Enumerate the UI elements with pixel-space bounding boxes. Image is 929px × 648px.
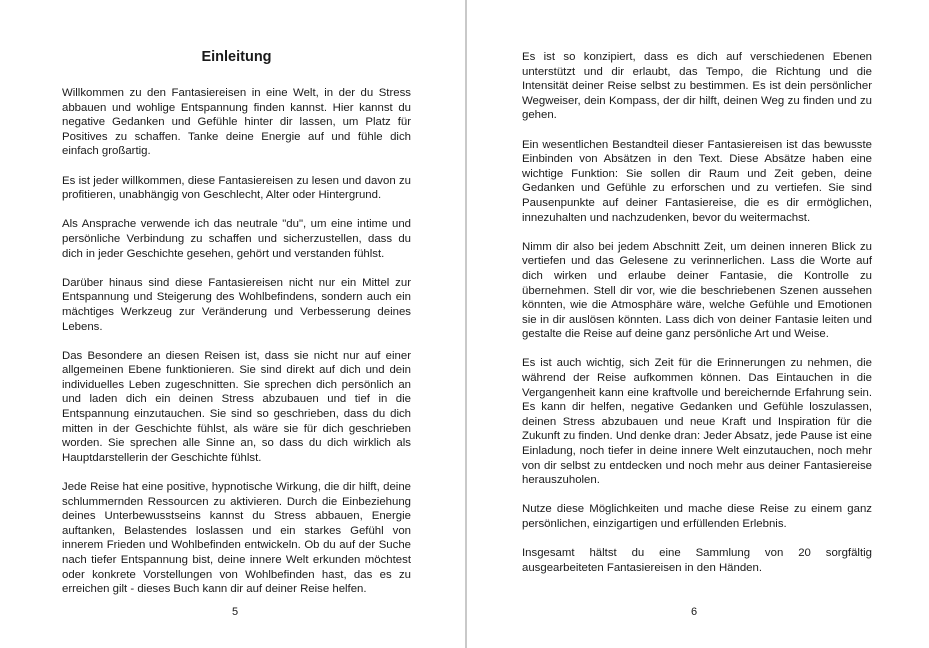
paragraph: Es ist so konzipiert, dass es dich auf verschiedenen Ebenen unterstützt und dir erlaubt, das Tempo, die Richtung und die Intensität deiner Reise selbst zu bestimmen. Es ist dein persönlicher Wegweiser, dein Kompass, der dir hilft, deinen Weg zu finden und zu gehen.: [522, 51, 872, 122]
chapter-heading: Einleitung: [201, 49, 272, 65]
page-number-left: 5: [231, 606, 239, 618]
paragraph: Das Besondere an diesen Reisen ist, dass sie nicht nur auf einer allgemeinen Ebene funktionieren. Sie sind direkt auf dich und dein individuelles Leben zugeschnitten. Sie sprechen dich persönlich an und laden dich ein deinen Stress abzubauen und tief in die Entspannung einzutauchen. Sie sind so geschrieben, dass du dich mitten in der Geschichte fühlst, als wäre sie für dich geschrieben worden. Sie sprechen alle Sinne an, so dass du dich wirklich als Hauptdarstellerin der Geschichte fühlst.: [62, 349, 411, 464]
paragraph: Darüber hinaus sind diese Fantasiereisen nicht nur ein Mittel zur Entspannung und Steigerung des Wohlbefindens, sondern auch ein mächtiges Werkzeug zur Veränderung und Verbesserung deines Lebens.: [62, 276, 411, 333]
page-number-right: 6: [690, 606, 698, 618]
paragraph: Es ist auch wichtig, sich Zeit für die Erinnerungen zu nehmen, die während der Reise aufkommen können. Das Eintauchen in die Vergangenheit kann eine kraftvolle und bereichernde Erfahrung sein. Es kann dir helfen, negative Gedanken und Gefühle loszulassen, deinen Stress abzubauen und neue Kraft und Inspiration für die Zukunft zu finden. Und denke dran: Jeder Absatz, jede Pause ist eine Einladung, noch tiefer in deine innere Welt einzutauchen, noch mehr von dir selbst zu entdecken und noch mehr aus deiner Fantasiereise herauszuholen.: [522, 357, 872, 487]
left-page-body: [62, 86, 411, 611]
paragraph: Als Ansprache verwende ich das neutrale "du", um eine intime und persönliche Verbindung zu schaffen und sicherzustellen, dass du dich in jeder Geschichte gesehen, gehört und verstanden fühlst.: [62, 218, 411, 260]
paragraph: Willkommen zu den Fantasiereisen in eine Welt, in der du Stress abbauen und wohlige Entspannung finden kannst. Hier kannst du negative Gedanken und Gefühle hinter dir lassen, um Platz für Positives zu schaffen. Tanke deine Energie auf und fühle dich einfach großartig.: [62, 87, 411, 158]
paragraph: Jede Reise hat eine positive, hypnotische Wirkung, die dir hilft, deine schlummernden Ressourcen zu aktivieren. Durch die Einbeziehung deines Unterbewusstseins kannst du Stress abbauen, Energie auftanken, Belastendes loslassen und ein starkes Gefühl von innerem Frieden und Wohlbefinden entwickeln. Ob du auf der Suche nach tiefer Entspannung bist, deine innere Welt erkunden möchtest oder konkrete Vorstellungen von Wohlbefinden hast, das es zu erreichen gilt - dieses Buch kann dir auf deiner Reise helfen.: [62, 481, 411, 596]
paragraph: Ein wesentlichen Bestandteil dieser Fantasiereisen ist das bewusste Einbinden von Absätzen in den Text. Diese Absätze haben eine wichtige Funktion: Sie sollen dir Raum und Zeit geben, deine Gedanken und Gefühle zu erforschen und zu vertiefen. Sie sind Pausenpunkte auf deiner Fantasiereise, die es dir ermöglichen, innezuhalten und nachzudenken, bevor du weitermachst.: [522, 138, 872, 224]
paragraph: Nutze diese Möglichkeiten und mache diese Reise zu einem ganz persönlichen, einzigartigen und erfüllenden Erlebnis.: [522, 503, 872, 530]
paragraph: Insgesamt hältst du eine Sammlung von 20 sorgfältig ausgearbeiteten Fantasiereisen in den Händen.: [522, 547, 872, 574]
right-page: [467, 0, 929, 648]
paragraph: Nimm dir also bei jedem Abschnitt Zeit, um deinen inneren Blick zu vertiefen und das Gelesene zu verinnerlichen. Lass die Worte auf dich wirken und erlaube deiner Fantasie, die Kontrolle zu übernehmen. Stell dir vor, wie die beschriebenen Szenen aussehen könnten, wie die Atmosphäre wäre, welche Gefühle und Emotionen sie in dir auslösen könnten. Lass dich von deiner Fantasie leiten und gestalte die Reise auf deine ganz persönliche Art und Weise.: [522, 240, 872, 341]
right-page-body: [522, 50, 872, 590]
paragraph: Es ist jeder willkommen, diese Fantasiereisen zu lesen und davon zu profitieren, unabhängig von Geschlecht, Alter oder Hintergrund.: [62, 174, 411, 202]
